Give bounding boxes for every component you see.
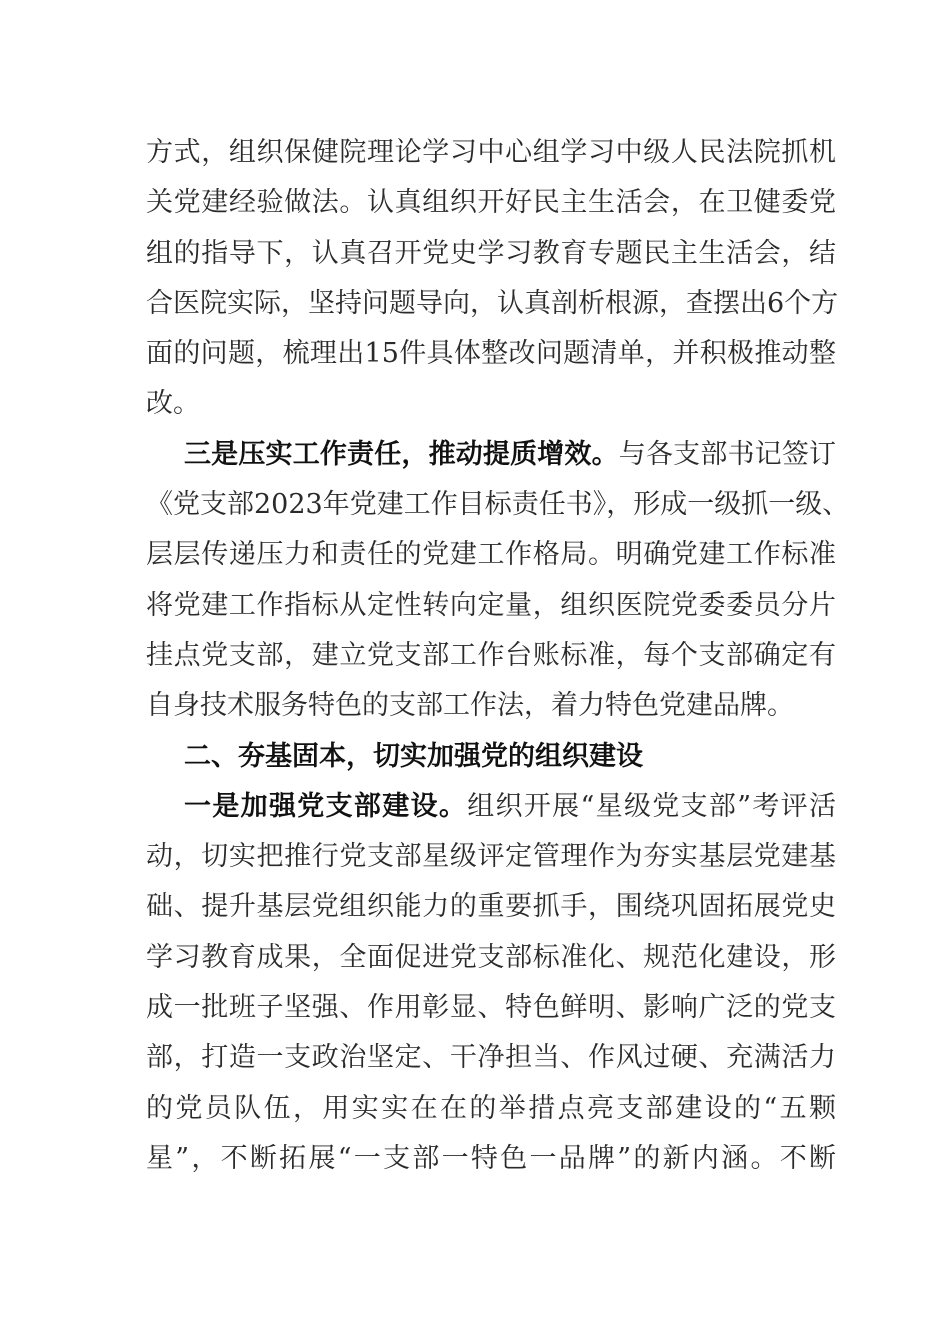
text-line: 组的指导下，认真召开党史学习教育专题民主生活会，结	[146, 237, 836, 269]
text-line: 学习教育成果，全面促进党支部标准化、规范化建设，形	[146, 941, 836, 973]
text-line: 动，切实把推行党支部星级评定管理作为夯实基层党建基	[146, 841, 836, 873]
paragraph-start-line	[146, 430, 836, 480]
paragraph-lead-text: 组织开展“星级党支部”考评活	[467, 790, 837, 822]
text-line: 的党员队伍，用实实在在的举措点亮支部建设的“五颗	[146, 1092, 836, 1124]
text-line: 《党支部2023年党建工作目标责任书》，形成一级抓一级、	[146, 489, 850, 521]
text-line: 础、提升基层党组织能力的重要抓手，围绕巩固拓展党史	[146, 891, 836, 923]
text-line: 方式，组织保健院理论学习中心组学习中级人民法院抓机	[146, 137, 836, 168]
text-line: 合医院实际，坚持问题导向，认真剖析根源，查摆出6个方	[146, 287, 839, 319]
text-line: 成一批班子坚强、作用彰显、特色鲜明、影响广泛的党支	[146, 992, 836, 1024]
paragraph-lead-bold: 一是加强党支部建设。	[184, 790, 468, 822]
section-heading: 二、夯基固本，切实加强党的组织建设	[184, 740, 643, 772]
text-line: 挂点党支部，建立党支部工作台账标准，每个支部确定有	[146, 639, 836, 671]
text-line: 层层传递压力和责任的党建工作格局。明确党建工作标准	[146, 539, 836, 571]
text-line: 部，打造一支政治坚定、干净担当、作风过硬、充满活力	[146, 1042, 836, 1074]
paragraph-lead-bold: 三是压实工作责任，推动提质增效。	[184, 438, 619, 470]
paragraph-start-line	[146, 782, 836, 832]
text-line: 面的问题，梳理出15件具体整改问题清单，并积极推动整	[146, 338, 836, 370]
text-line: 改。	[146, 388, 200, 420]
text-line: 星”，不断拓展“一支部一特色一品牌”的新内涵。不断	[146, 1142, 836, 1174]
text-line: 自身技术服务特色的支部工作法，着力特色党建品牌。	[146, 690, 794, 722]
paragraph-lead-text: 与各支部书记签订	[618, 438, 837, 470]
text-line: 将党建工作指标从定性转向定量，组织医院党委委员分片	[146, 589, 836, 621]
text-line: 关党建经验做法。认真组织开好民主生活会，在卫健委党	[146, 187, 836, 219]
document-body	[146, 128, 850, 1184]
